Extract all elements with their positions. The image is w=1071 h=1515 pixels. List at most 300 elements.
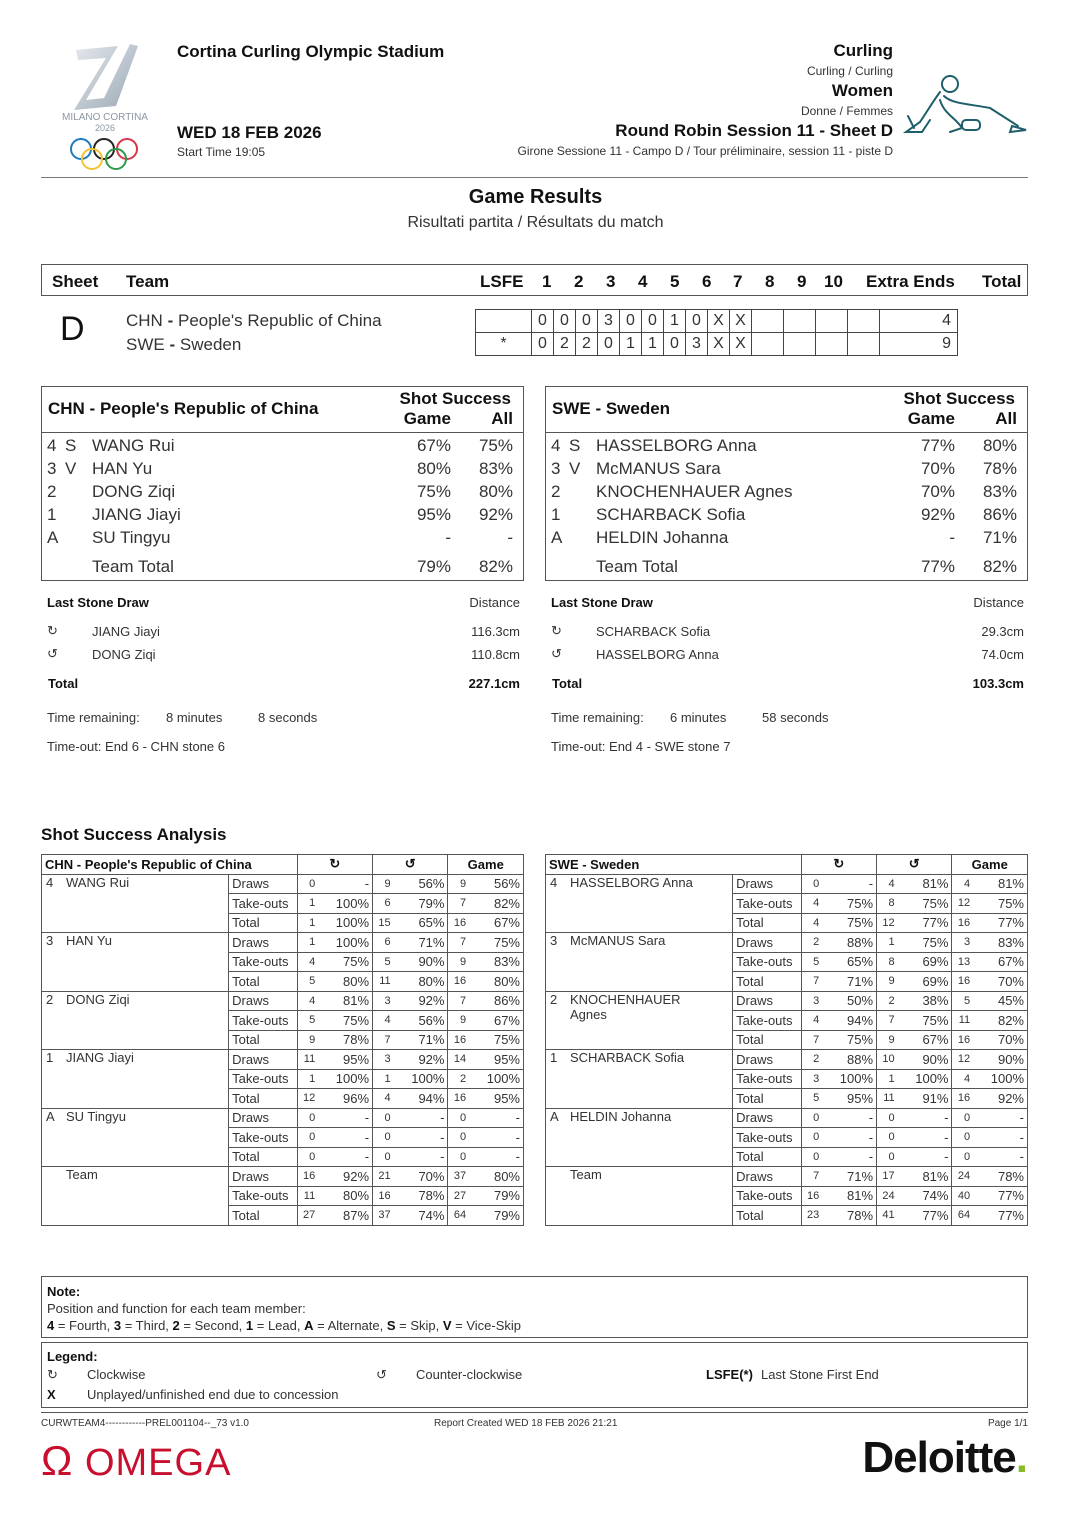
shot-count: 16 — [952, 913, 974, 933]
shot-count: 4 — [801, 913, 823, 933]
col-end-10: 10 — [824, 272, 843, 291]
player-name: Team — [66, 1167, 98, 1182]
player-name: DONG Ziqi — [92, 482, 176, 501]
team-2-label: SWE - Sweden — [126, 335, 242, 354]
lsd-player: JIANG Jiayi — [92, 624, 160, 639]
shot-type: Take-outs — [733, 1186, 801, 1206]
shot-type: Draws — [733, 933, 801, 953]
shot-count: 4 — [297, 991, 319, 1011]
note-value: = Alternate, — [313, 1318, 387, 1333]
team-name: Sweden — [179, 335, 242, 354]
analysis-row — [546, 874, 1028, 894]
shot-count: 27 — [448, 1186, 470, 1206]
player-position: 1 — [47, 505, 57, 524]
shot-pct: - — [319, 1108, 372, 1128]
shot-count: 3 — [801, 991, 823, 1011]
shot-pct: 45% — [974, 991, 1027, 1011]
player-name: HAN Yu — [92, 459, 153, 478]
shot-count: 12 — [877, 913, 899, 933]
clockwise-icon: ↻ — [47, 623, 58, 638]
player-name: DONG Ziqi — [66, 991, 130, 1007]
shot-pct: 100% — [974, 1069, 1027, 1089]
end-cell: 2 — [576, 333, 598, 356]
shot-pct: 67% — [470, 1011, 523, 1031]
event-info — [518, 40, 894, 160]
shot-pct: 90% — [395, 952, 448, 972]
page-title: Game Results — [468, 186, 603, 208]
time-remaining-minutes: 8 minutes — [166, 710, 223, 725]
shot-pct: 83% — [470, 952, 523, 972]
footer-divider — [41, 1412, 1028, 1413]
shot-pct: - — [899, 1108, 952, 1128]
shot-pct: 82% — [974, 1011, 1027, 1031]
shot-type: Take-outs — [733, 894, 801, 914]
shot-type: Draws — [229, 1108, 297, 1128]
shot-pct: 56% — [395, 1011, 448, 1031]
shot-type: Draws — [229, 874, 297, 894]
report-created: Report Created WED 18 FEB 2026 21:21 — [434, 1418, 618, 1429]
shot-type: Total — [733, 1206, 801, 1226]
end-cell: 0 — [642, 310, 664, 333]
game-pct: - — [445, 528, 451, 547]
shot-pct: 100% — [470, 1069, 523, 1089]
player-row — [546, 459, 1027, 482]
player-name: JIANG Jiayi — [66, 1050, 134, 1065]
shot-count: 4 — [373, 1089, 395, 1109]
shot-pct: 80% — [319, 1186, 372, 1206]
all-pct: 80% — [982, 436, 1017, 455]
all-pct: 82% — [982, 557, 1017, 576]
shot-pct: 100% — [319, 1069, 372, 1089]
player-name: HELDIN Johanna — [596, 528, 729, 547]
end-cell: 0 — [686, 310, 708, 333]
player-row — [546, 436, 1027, 459]
counter-clockwise-icon: ↺ — [877, 855, 952, 875]
col-end-7: 7 — [733, 272, 743, 291]
shot-type: Take-outs — [733, 1128, 801, 1148]
col-game: Game — [907, 409, 955, 428]
analysis-row — [546, 1108, 1028, 1128]
analysis-title: Shot Success Analysis — [41, 825, 227, 844]
shot-pct: - — [470, 1147, 523, 1167]
shot-count: 0 — [952, 1147, 974, 1167]
shot-count: 2 — [448, 1069, 470, 1089]
game-pct: 95% — [416, 505, 451, 524]
shot-type: Take-outs — [229, 1069, 297, 1089]
player-name: JIANG Jiayi — [92, 505, 181, 524]
shot-pct: 80% — [470, 972, 523, 992]
shot-count: 2 — [877, 991, 899, 1011]
shot-count: 0 — [877, 1108, 899, 1128]
shot-pct: 79% — [395, 894, 448, 914]
shot-count: 11 — [297, 1186, 319, 1206]
legend-x-key: X — [47, 1387, 56, 1402]
player-name: WANG Rui — [66, 874, 130, 890]
player-position: 3 — [551, 459, 561, 478]
analysis-row — [546, 1167, 1028, 1187]
timeout-info: Time-out: End 6 - CHN stone 6 — [47, 739, 225, 754]
shot-pct: 69% — [899, 952, 952, 972]
player-position: 3 — [550, 933, 558, 948]
shot-count: 0 — [373, 1108, 395, 1128]
shot-count: 0 — [952, 1108, 974, 1128]
legend-row-2 — [47, 1386, 1022, 1404]
shot-pct: 56% — [395, 874, 448, 894]
player-position: 3 — [47, 459, 57, 478]
shot-type: Draws — [733, 1108, 801, 1128]
shot-count: 4 — [877, 874, 899, 894]
shot-count: 16 — [952, 972, 974, 992]
shot-count: 21 — [373, 1167, 395, 1187]
counter-clockwise-icon: ↺ — [373, 855, 448, 875]
shot-count: 5 — [297, 972, 319, 992]
team-code: SWE — [126, 335, 165, 354]
col-lsfe: LSFE — [480, 272, 524, 291]
note-key: S — [386, 1318, 396, 1333]
player-position: 3 — [46, 933, 54, 948]
legend-counter-clockwise: Counter-clockwise — [416, 1367, 523, 1382]
analysis-row — [42, 874, 524, 894]
shot-count: 4 — [952, 1069, 974, 1089]
player-name: WANG Rui — [92, 436, 175, 455]
shot-pct: 71% — [395, 1030, 448, 1050]
shot-type: Draws — [229, 1050, 297, 1070]
total-cell: 4 — [880, 310, 958, 333]
shot-pct: 90% — [974, 1050, 1027, 1070]
shot-count: 16 — [801, 1186, 823, 1206]
shot-count: 5 — [801, 952, 823, 972]
shot-pct: 75% — [319, 1011, 372, 1031]
shot-pct: 71% — [823, 1167, 876, 1187]
header-divider — [41, 177, 1028, 178]
player-row — [42, 482, 523, 505]
shot-type: Draws — [733, 874, 801, 894]
player-row — [42, 505, 523, 528]
player-function: V — [569, 459, 581, 478]
shot-count: 16 — [448, 1030, 470, 1050]
player-position: 1 — [550, 1050, 558, 1065]
timeout-info: Time-out: End 4 - SWE stone 7 — [551, 739, 731, 754]
shot-type: Total — [733, 1089, 801, 1109]
shot-pct: 100% — [899, 1069, 952, 1089]
shot-pct: - — [395, 1147, 448, 1167]
end-cell: 0 — [554, 310, 576, 333]
shot-count: 0 — [801, 1128, 823, 1148]
session: Round Robin Session 11 - Sheet D — [615, 121, 893, 140]
analysis-header-row — [42, 855, 524, 875]
shot-pct: 69% — [899, 972, 952, 992]
shot-pct: 94% — [395, 1089, 448, 1109]
team-1-label: CHN - People's Republic of China — [126, 311, 382, 330]
shot-pct: 100% — [395, 1069, 448, 1089]
end-cell: X — [730, 310, 752, 333]
col-end-1: 1 — [542, 272, 552, 291]
shot-count: 0 — [448, 1147, 470, 1167]
shot-pct: - — [823, 1108, 876, 1128]
col-end-2: 2 — [574, 272, 584, 291]
shot-pct: 95% — [470, 1089, 523, 1109]
shot-count: 0 — [801, 1147, 823, 1167]
shot-type: Draws — [733, 1050, 801, 1070]
shot-count: 5 — [801, 1089, 823, 1109]
team-total-row — [42, 557, 523, 580]
time-remaining-seconds: 8 seconds — [258, 710, 318, 725]
player-position: 4 — [550, 874, 558, 890]
col-end-5: 5 — [670, 272, 680, 291]
analysis-player — [42, 933, 229, 992]
shot-pct: 92% — [395, 991, 448, 1011]
extra-cell — [816, 310, 848, 333]
player-name: Team — [570, 1167, 602, 1182]
analysis-player — [546, 1167, 733, 1226]
game-pct: - — [949, 528, 955, 547]
analysis-row — [42, 991, 524, 1011]
shot-pct: 77% — [899, 1206, 952, 1226]
shot-success-header — [42, 387, 523, 433]
shot-count: 12 — [952, 1050, 974, 1070]
shot-count: 7 — [801, 972, 823, 992]
game-pct: 77% — [920, 557, 955, 576]
shot-pct: 77% — [974, 1186, 1027, 1206]
shot-success-header — [546, 387, 1027, 433]
end-cell: 0 — [664, 333, 686, 356]
shot-pct: 81% — [974, 874, 1027, 894]
player-name: McMANUS Sara — [596, 459, 721, 478]
shot-pct: 75% — [823, 1030, 876, 1050]
team-total-label: Team Total — [596, 557, 678, 576]
shot-count: 16 — [952, 1089, 974, 1109]
game-date: WED 18 FEB 2026 — [177, 123, 322, 142]
clockwise-icon: ↻ — [297, 855, 372, 875]
game-pct: 92% — [920, 505, 955, 524]
shot-success-box — [545, 386, 1028, 581]
clockwise-icon: ↻ — [801, 855, 876, 875]
shot-count: 4 — [373, 1011, 395, 1031]
sheet-letter: D — [60, 310, 85, 348]
player-position: 2 — [47, 482, 57, 501]
linescore-row-swe — [476, 333, 958, 356]
player-position: 2 — [46, 991, 54, 1007]
player-position: 1 — [551, 505, 561, 524]
shot-pct: - — [974, 1128, 1027, 1148]
shot-pct: - — [974, 1108, 1027, 1128]
note-value: = Skip, — [395, 1318, 443, 1333]
shot-pct: 81% — [823, 1186, 876, 1206]
shot-pct: 75% — [899, 1011, 952, 1031]
legend-row-1 — [47, 1366, 1022, 1386]
player-position: A — [46, 1108, 55, 1124]
shot-count: 1 — [297, 913, 319, 933]
analysis-player — [42, 874, 229, 933]
shot-type: Take-outs — [229, 1186, 297, 1206]
shot-pct: 75% — [470, 1030, 523, 1050]
shot-pct: - — [395, 1128, 448, 1148]
lsd-distance: 29.3cm — [981, 624, 1024, 639]
shot-pct: 71% — [823, 972, 876, 992]
shot-type: Draws — [229, 933, 297, 953]
end-cell: 2 — [554, 333, 576, 356]
lsd-distance: 110.8cm — [471, 647, 520, 662]
shot-count: 12 — [297, 1089, 319, 1109]
legend-lsfe: Last Stone First End — [761, 1367, 879, 1382]
shot-type: Take-outs — [733, 1011, 801, 1031]
session-sub: Girone Sessione 11 - Campo D / Tour préliminaire, session 11 - piste D — [517, 144, 893, 158]
counter-clockwise-icon: ↺ — [47, 646, 58, 661]
end-cell: 1 — [620, 333, 642, 356]
shot-pct: 56% — [470, 874, 523, 894]
team-title: CHN - People's Republic of China — [48, 399, 319, 418]
shot-type: Total — [229, 1089, 297, 1109]
lsd-distance: 74.0cm — [981, 647, 1024, 662]
player-row — [42, 459, 523, 482]
team-title: SWE - Sweden — [552, 399, 671, 418]
analysis-row — [42, 1050, 524, 1070]
shot-pct: - — [319, 1128, 372, 1148]
shot-count: 24 — [877, 1186, 899, 1206]
all-pct: 82% — [478, 557, 513, 576]
col-game: Game — [952, 855, 1028, 875]
player-position: 4 — [551, 436, 561, 455]
shot-count: 6 — [373, 933, 395, 953]
all-pct: 83% — [478, 459, 513, 478]
shot-count: 15 — [373, 913, 395, 933]
shot-count: 0 — [373, 1128, 395, 1148]
shot-pct: 78% — [395, 1186, 448, 1206]
shot-type: Draws — [733, 991, 801, 1011]
shot-count: 3 — [373, 1050, 395, 1070]
deloitte-logo: Deloitte. — [862, 1433, 1027, 1482]
shot-pct: - — [470, 1128, 523, 1148]
shot-pct: 78% — [319, 1030, 372, 1050]
all-pct: 83% — [982, 482, 1017, 501]
shot-count: 9 — [448, 952, 470, 972]
shot-count: 7 — [801, 1167, 823, 1187]
note-key: 3 — [113, 1318, 122, 1333]
total-cell: 9 — [880, 333, 958, 356]
note-value: = Vice-Skip — [451, 1318, 522, 1333]
shot-count: 13 — [952, 952, 974, 972]
shot-pct: 75% — [899, 894, 952, 914]
shot-type: Draws — [733, 1167, 801, 1187]
game-pct: 79% — [416, 557, 451, 576]
col-end-9: 9 — [797, 272, 807, 291]
shot-count: 12 — [952, 894, 974, 914]
shot-pct: 88% — [823, 1050, 876, 1070]
player-position: 4 — [47, 436, 57, 455]
analysis-player — [42, 1167, 229, 1226]
col-total: Total — [982, 272, 1022, 291]
shot-type: Take-outs — [229, 1128, 297, 1148]
shot-count: 4 — [952, 874, 974, 894]
shot-pct: - — [823, 1128, 876, 1148]
shot-type: Total — [229, 1206, 297, 1226]
lsfe-cell: * — [476, 333, 532, 356]
shot-count: 9 — [877, 972, 899, 992]
analysis-player — [42, 1050, 229, 1109]
note-value: = Third, — [121, 1318, 173, 1333]
shot-success-label: Shot Success — [399, 389, 511, 408]
legend-x: Unplayed/unfinished end due to concession — [87, 1387, 339, 1402]
team-total-row — [546, 557, 1027, 580]
shot-count: 1 — [373, 1069, 395, 1089]
shot-pct: 79% — [470, 1186, 523, 1206]
shot-pct: - — [319, 874, 372, 894]
page-subtitle: Risultati partita / Résultats du match — [407, 214, 664, 231]
shot-type: Total — [733, 1147, 801, 1167]
shot-count: 17 — [877, 1167, 899, 1187]
note-key: 1 — [245, 1318, 254, 1333]
shot-pct: 67% — [899, 1030, 952, 1050]
team-code: CHN — [126, 311, 163, 330]
game-pct: 70% — [920, 482, 955, 501]
note-key: A — [304, 1318, 314, 1333]
shot-count: 0 — [877, 1147, 899, 1167]
lsd-distance-label: Distance — [973, 595, 1024, 610]
shot-count: 5 — [952, 991, 974, 1011]
shot-pct: 100% — [319, 933, 372, 953]
end-cell: 3 — [686, 333, 708, 356]
omega-logo: Ω OMEGA — [41, 1437, 232, 1484]
end-cell: X — [730, 333, 752, 356]
shot-type: Total — [733, 972, 801, 992]
player-name: HASSELBORG Anna — [596, 436, 757, 455]
shot-pct: 65% — [823, 952, 876, 972]
player-name: HASSELBORG Anna — [570, 874, 693, 890]
end-cell: 0 — [620, 310, 642, 333]
lsd-total: 103.3cm — [972, 676, 1024, 691]
shot-count: 1 — [297, 1069, 319, 1089]
lsd-player: SCHARBACK Sofia — [596, 624, 711, 639]
lsd-distance: 116.3cm — [471, 624, 520, 639]
shot-count: 7 — [448, 991, 470, 1011]
shot-pct: 81% — [319, 991, 372, 1011]
linescore-table — [475, 309, 958, 356]
shot-pct: 71% — [395, 933, 448, 953]
lsd-title: Last Stone Draw — [47, 595, 149, 610]
lsd-total-label: Total — [48, 676, 79, 691]
legend-lsfe-key: LSFE(*) — [706, 1367, 753, 1382]
shot-pct: - — [899, 1147, 952, 1167]
analysis-header-row — [546, 855, 1028, 875]
shot-type: Take-outs — [733, 952, 801, 972]
shot-pct: - — [395, 1108, 448, 1128]
game-pct: 75% — [416, 482, 451, 501]
shot-count: 7 — [448, 894, 470, 914]
all-pct: 71% — [982, 528, 1017, 547]
shot-count: 40 — [952, 1186, 974, 1206]
shot-count: 5 — [297, 1011, 319, 1031]
svg-text:2026: 2026 — [94, 123, 116, 133]
player-row — [42, 528, 523, 551]
extra-cell — [816, 333, 848, 356]
shot-count: 4 — [801, 1011, 823, 1031]
analysis-row — [42, 933, 524, 953]
shot-pct: 70% — [974, 972, 1027, 992]
analysis-player — [546, 933, 733, 992]
shot-pct: 88% — [823, 933, 876, 953]
shot-count: 1 — [297, 894, 319, 914]
analysis-team-title: SWE - Sweden — [546, 855, 802, 875]
analysis-player — [546, 874, 733, 933]
shot-pct: 94% — [823, 1011, 876, 1031]
shot-pct: 80% — [319, 972, 372, 992]
shot-count: 16 — [373, 1186, 395, 1206]
shot-pct: - — [319, 1147, 372, 1167]
player-position: A — [47, 528, 59, 547]
end-cell: 1 — [664, 310, 686, 333]
game-pct: 80% — [416, 459, 451, 478]
shot-count: 11 — [373, 972, 395, 992]
